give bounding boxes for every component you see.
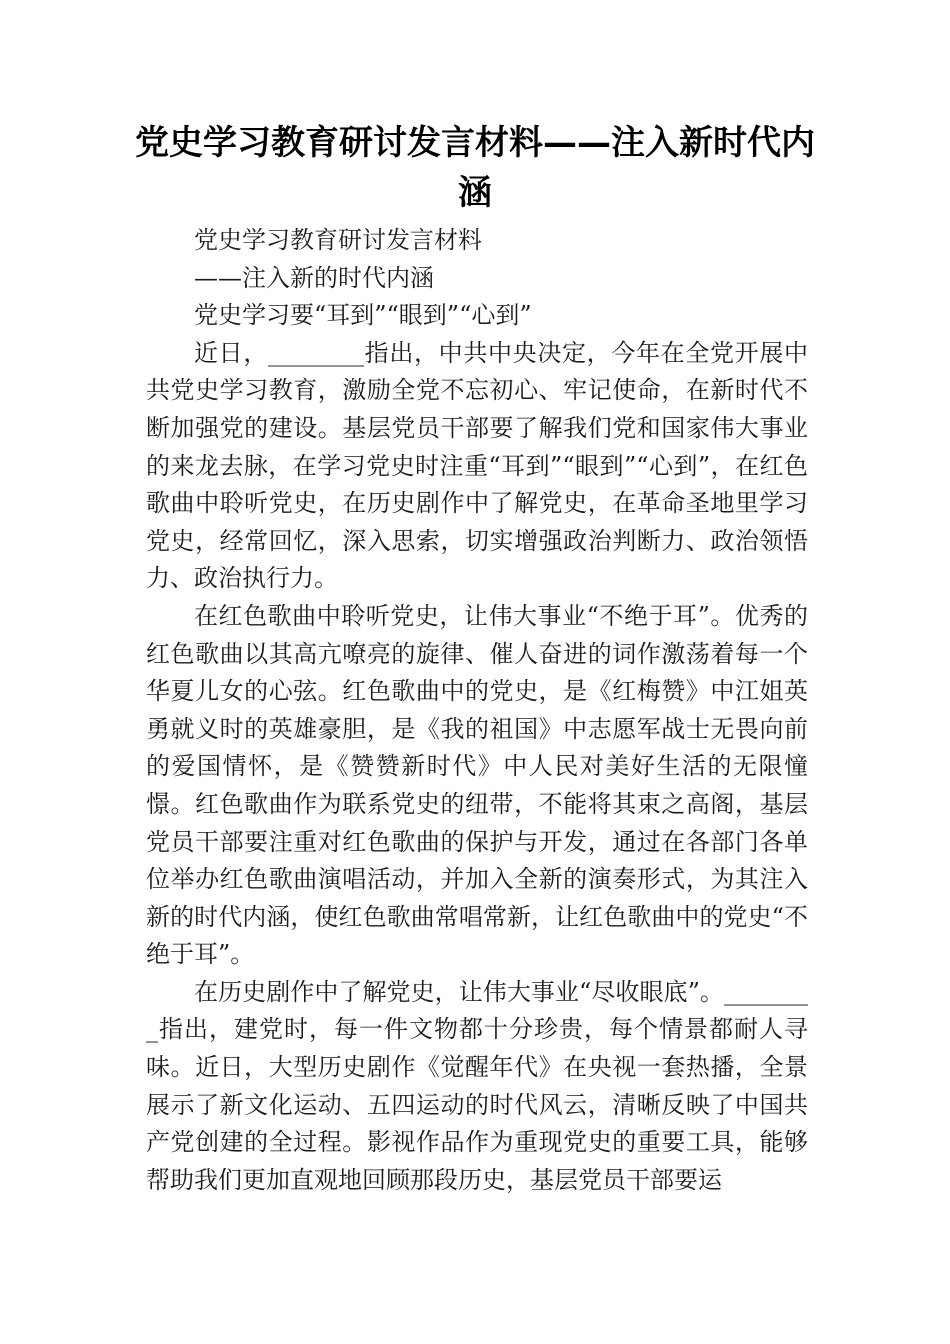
heading-line-1: 党史学习教育研讨发言材料 xyxy=(194,226,482,254)
paragraph-historical-dramas: 在历史剧作中了解党史，让伟大事业“尽收眼底”。________指出，建党时，每一件文物都十分珍贵，每个情景都耐人寻味。近日，大型历史剧作《觉醒年代》在央视一套热播，全景展示了新文化运动、五四运动的时代风云，清晰反映了中国共产党创建的全过程。影视作品作为重现党史的重要工具，能够帮助我们更加直观地回顾那段历史，基层党员干部要运 xyxy=(146,977,808,1194)
paragraph-red-songs: 在红色歌曲中聆听党史，让伟大事业“不绝于耳”。优秀的红色歌曲以其高亢嘹亮的旋律、催人奋进的词作激荡着每一个华夏儿女的心弦。红色歌曲中的党史，是《红梅赞》中江姐英勇就义时的英雄豪胆，是《我的祖国》中志愿军战士无畏向前的爱国情怀，是《赞赞新时代》中人民对美好生活的无限憧憬。红色歌曲作为联系党史的纽带，不能将其束之高阁，基层党员干部要注重对红色歌曲的保护与开发，通过在各部门各单位举办红色歌曲演唱活动，并加入全新的演奏形式，为其注入新的时代内涵，使红色歌曲常唱常新，让红色歌曲中的党史“不绝于耳”。 xyxy=(146,601,808,969)
paragraph-intro: 近日，________指出，中共中央决定，今年在全党开展中共党史学习教育，激励全党不忘初心、牢记使命，在新时代不断加强党的建设。基层党员干部要了解我们党和国家伟大事业的来龙去脉，在学习党史时注重“耳到”“眼到”“心到”，在红色歌曲中聆听党史，在历史剧作中了解党史，在革命圣地里学习党史，经常回忆，深入思索，切实增强政治判断力、政治领悟力、政治执行力。 xyxy=(146,338,808,593)
heading-line-2: ——注入新的时代内涵 xyxy=(194,263,434,292)
heading-line-3: 党史学习要“耳到”“眼到”“心到” xyxy=(194,301,532,330)
document-title: 党史学习教育研讨发言材料——注入新时代内涵 xyxy=(135,123,815,213)
document-body xyxy=(146,222,808,1199)
